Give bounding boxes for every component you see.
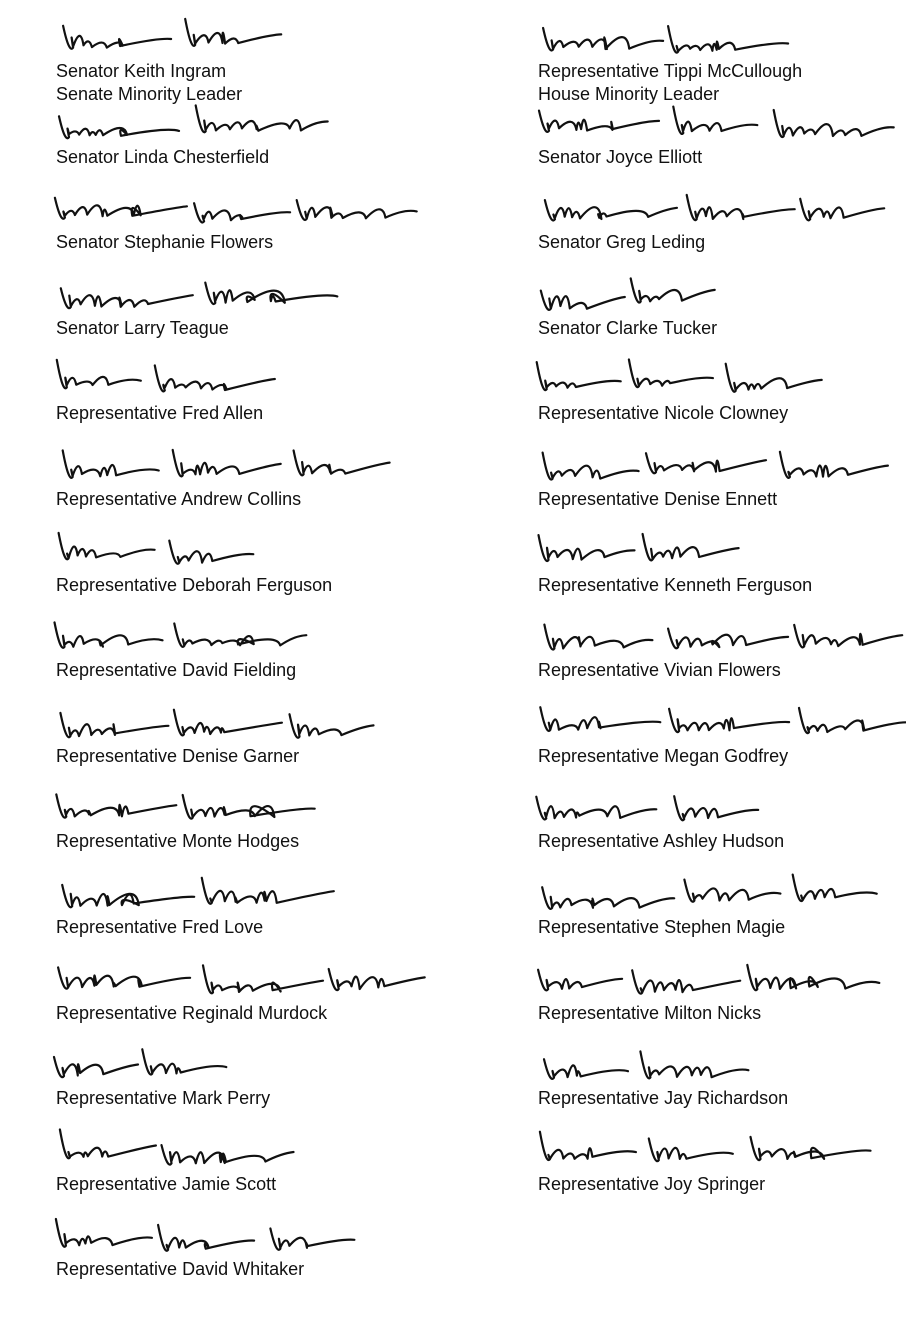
signatory-caption: [56, 402, 263, 425]
signatory-name: Representative Fred Love: [56, 917, 264, 937]
signatory-caption: [538, 916, 785, 939]
signatory-name: Representative Monte Hodges: [56, 831, 300, 851]
signatory-caption: [538, 659, 781, 682]
signature-stroke: [56, 794, 176, 817]
signatory-name: Representative Kenneth Ferguson: [538, 575, 813, 595]
signatory-caption: [56, 916, 263, 939]
signature-stroke: [646, 453, 766, 473]
signature-block: [538, 952, 906, 1038]
signature-stroke: [290, 714, 374, 738]
signature-stroke: [63, 26, 171, 49]
signatory-title: Senate Minority Leader: [56, 84, 243, 104]
signature-stroke: [57, 360, 141, 389]
signatory-name: Representative Megan Godfrey: [538, 746, 789, 766]
signature-stroke: [649, 1139, 733, 1162]
signature-block: [538, 866, 906, 952]
signature-stroke: [543, 453, 639, 480]
signature-stroke: [539, 535, 635, 561]
signature-stroke: [774, 110, 894, 137]
signature-block: [56, 952, 436, 1038]
signature-stroke: [544, 625, 652, 650]
signature-block: [538, 524, 906, 610]
signature-block: [538, 181, 906, 267]
signature-block: [538, 267, 906, 353]
signature-stroke: [668, 26, 788, 53]
signature-stroke: [640, 1051, 748, 1078]
signature-stroke: [59, 116, 179, 138]
signature-block: [56, 352, 436, 438]
signature-block: [56, 609, 436, 695]
signatory-caption: [538, 488, 777, 511]
signatory-caption: [56, 231, 273, 254]
signature-block: [538, 609, 906, 695]
signatory-caption: [538, 402, 788, 425]
signatory-caption: [56, 488, 301, 511]
signatory-name: Representative Reginald Murdock: [56, 1003, 328, 1023]
signature-stroke: [800, 199, 884, 221]
signature-stroke: [726, 364, 822, 392]
signature-stroke: [61, 288, 193, 308]
signatory-name: Senator Keith Ingram: [56, 61, 227, 81]
signature-stroke: [684, 880, 780, 902]
signature-block: [56, 1208, 436, 1294]
signatory-caption: [56, 830, 299, 853]
signature-stroke: [540, 707, 660, 731]
signature-stroke: [63, 450, 159, 477]
signature-block: [56, 267, 436, 353]
signature-stroke: [674, 796, 758, 820]
signatory-name: Representative Nicole Clowney: [538, 403, 789, 423]
signature-stroke: [174, 710, 282, 736]
signature-stroke: [793, 875, 877, 901]
signatory-caption: [538, 1002, 761, 1025]
signature-stroke: [58, 967, 190, 988]
signatory-name: Senator Greg Leding: [538, 232, 706, 252]
signatory-name: Representative Andrew Collins: [56, 489, 302, 509]
signature-block: [538, 352, 906, 438]
signature-stroke: [56, 1219, 152, 1247]
signature-stroke: [545, 200, 677, 220]
signature-stroke: [751, 1137, 871, 1160]
signature-block: [56, 96, 436, 182]
signature-block: [538, 438, 906, 524]
signature-stroke: [544, 1059, 628, 1079]
signatory-name: Representative Joy Springer: [538, 1174, 766, 1194]
signature-stroke: [205, 283, 337, 304]
signatory-caption: [56, 659, 296, 682]
signatory-name: Representative Stephen Magie: [538, 917, 786, 937]
signature-stroke: [536, 797, 656, 820]
signature-stroke: [629, 360, 713, 388]
signature-block: [56, 780, 436, 866]
signatory-caption: [56, 1258, 304, 1281]
signature-stroke: [158, 1225, 254, 1251]
signature-block: [56, 1123, 436, 1209]
signatory-name: Senator Larry Teague: [56, 318, 229, 338]
signatory-caption: [538, 830, 784, 853]
signature-stroke: [541, 291, 625, 310]
signature-stroke: [270, 1229, 354, 1250]
signature-block: [56, 866, 436, 952]
signature-stroke: [329, 969, 425, 990]
signatory-caption: [538, 745, 788, 768]
signatory-name: Representative Denise Garner: [56, 746, 300, 766]
signature-stroke: [747, 965, 879, 990]
signatory-name: Representative Tippi McCullough: [538, 61, 803, 81]
signature-stroke: [183, 795, 315, 819]
signatory-name: Representative Milton Nicks: [538, 1003, 762, 1023]
signature-block: [56, 10, 436, 104]
signature-stroke: [538, 970, 622, 991]
signature-stroke: [162, 1145, 294, 1164]
signature-stroke: [669, 709, 789, 732]
signature-block: [538, 96, 906, 182]
signatory-caption: [56, 317, 229, 340]
signature-stroke: [540, 1132, 636, 1160]
signature-stroke: [632, 970, 740, 993]
signature-stroke: [142, 1049, 226, 1074]
signatory-caption: [56, 574, 332, 597]
signature-block: [56, 1037, 436, 1123]
signature-block: [538, 1123, 906, 1209]
signature-block: [538, 1037, 906, 1123]
signatory-name: Senator Stephanie Flowers: [56, 232, 274, 252]
signatory-name: Representative David Whitaker: [56, 1259, 305, 1279]
signatory-caption: [56, 1002, 327, 1025]
signature-stroke: [202, 878, 334, 904]
signature-stroke: [673, 107, 757, 134]
signatory-name: Senator Clarke Tucker: [538, 318, 718, 338]
signatory-name: Representative David Fielding: [56, 660, 297, 680]
signature-stroke: [60, 1130, 156, 1159]
signature-stroke: [799, 708, 906, 733]
signatory-caption: [538, 317, 717, 340]
signatory-caption: [56, 1087, 270, 1110]
signature-stroke: [55, 198, 187, 219]
signature-stroke: [543, 28, 663, 50]
signatory-name: Representative Denise Ennett: [538, 489, 778, 509]
signatory-caption: [538, 1173, 765, 1196]
signatory-caption: [56, 1173, 276, 1196]
signature-stroke: [62, 885, 194, 907]
signature-block: [538, 780, 906, 866]
signature-stroke: [194, 203, 290, 222]
signatory-title: House Minority Leader: [538, 84, 720, 104]
signature-stroke: [780, 452, 888, 478]
signature-stroke: [539, 111, 659, 132]
signature-stroke: [203, 965, 323, 993]
signature-stroke: [173, 450, 281, 476]
signatory-name: Representative Mark Perry: [56, 1088, 271, 1108]
signatory-caption: [538, 231, 705, 254]
signatory-name: Representative Ashley Hudson: [538, 831, 785, 851]
signatory-name: Representative Deborah Ferguson: [56, 575, 333, 595]
signature-block: [56, 181, 436, 267]
signature-block: [56, 524, 436, 610]
signatory-name: Representative Vivian Flowers: [538, 660, 781, 680]
signatory-caption: [56, 146, 269, 169]
signature-stroke: [174, 624, 306, 647]
signature-stroke: [54, 1057, 138, 1077]
signature-block: [56, 695, 436, 781]
signature-stroke: [169, 541, 253, 564]
signature-block: [538, 695, 906, 781]
signatory-name: Senator Linda Chesterfield: [56, 147, 270, 167]
signatory-name: Senator Joyce Elliott: [538, 147, 703, 167]
signature-stroke: [794, 625, 902, 647]
signatory-name: Representative Jamie Scott: [56, 1174, 277, 1194]
signatory-caption: [538, 1087, 788, 1110]
signature-stroke: [185, 19, 281, 46]
signature-stroke: [155, 365, 275, 391]
signature-stroke: [55, 622, 163, 647]
signature-block: [538, 10, 906, 104]
signature-stroke: [643, 534, 739, 560]
signature-stroke: [537, 362, 621, 390]
signature-stroke: [542, 887, 674, 909]
signature-stroke: [687, 195, 795, 220]
signature-stroke: [59, 533, 155, 559]
signatory-caption: [538, 146, 702, 169]
signatory-caption: [56, 745, 299, 768]
signature-stroke: [60, 713, 168, 737]
signatory-caption: [538, 574, 812, 597]
signature-stroke: [297, 200, 417, 220]
signatory-name: Representative Jay Richardson: [538, 1088, 789, 1108]
signature-stroke: [294, 451, 390, 476]
signature-block: [56, 438, 436, 524]
signature-stroke: [631, 278, 715, 302]
signature-stroke: [196, 105, 328, 132]
signatory-name: Representative Fred Allen: [56, 403, 264, 423]
signature-stroke: [668, 629, 788, 649]
